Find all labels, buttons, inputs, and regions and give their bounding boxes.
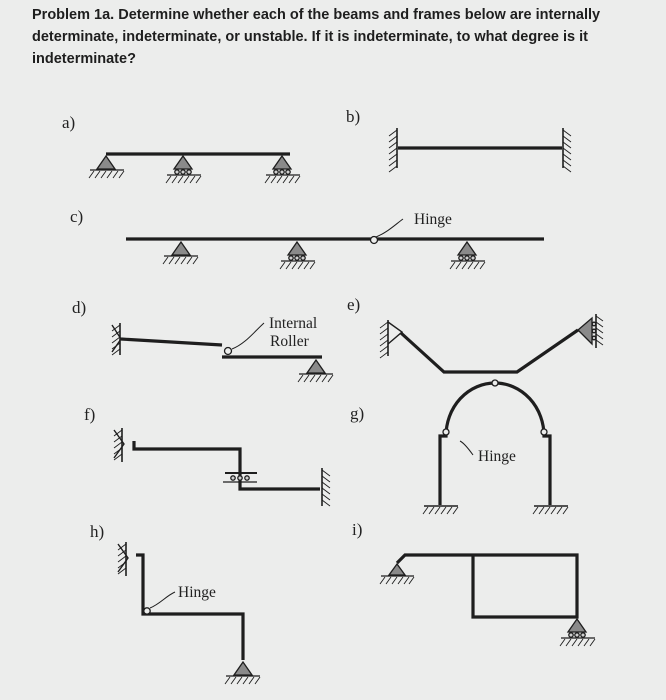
- hinge-icon: [144, 608, 150, 614]
- part-f-label: f): [84, 405, 96, 424]
- diagram-h: [118, 542, 260, 684]
- part-i-label: i): [352, 520, 363, 539]
- hinge-label-h: Hinge: [178, 584, 216, 601]
- pin-support: [163, 242, 198, 264]
- part-b-label: b): [346, 107, 361, 126]
- pin-support: [225, 662, 260, 684]
- roller-support: [560, 619, 595, 646]
- part-g-label: g): [350, 404, 365, 423]
- diagram-g: [423, 380, 568, 514]
- hinge-icon: [371, 237, 378, 244]
- hinge-label-c: Hinge: [414, 211, 452, 228]
- diagram-i: [380, 555, 595, 646]
- pin-support: [89, 156, 124, 178]
- diagram-e: [380, 314, 603, 372]
- part-a-label: a): [62, 113, 76, 132]
- pin-support: [389, 564, 405, 575]
- roller-support: [166, 156, 201, 183]
- pin-support: [298, 360, 333, 382]
- part-e-label: e): [347, 295, 361, 314]
- part-d-label: d): [72, 298, 87, 317]
- internal-roller-label-line2: Roller: [270, 333, 309, 350]
- diagram-d: [112, 323, 333, 382]
- hinge-icon: [492, 380, 498, 386]
- pin-support: [578, 318, 592, 344]
- roller-support: [280, 242, 315, 269]
- internal-roller-label-line1: Internal: [269, 315, 318, 332]
- part-c-label: c): [70, 207, 84, 226]
- roller-icon: [225, 348, 232, 355]
- diagram-f: [114, 428, 330, 506]
- hinge-label-g: Hinge: [478, 448, 516, 465]
- diagram-b: [389, 128, 571, 172]
- problem-statement: Problem 1a. Determine whether each of the beams and frames below are internally determinate, indeterminate, or unstable. If it is indeterminate, to what degree is it indeterminate?: [32, 7, 601, 67]
- part-h-label: h): [90, 522, 105, 541]
- diagram-c: [126, 219, 544, 269]
- roller-support: [450, 242, 485, 269]
- diagram-a: [89, 154, 300, 183]
- roller-support: [265, 156, 300, 183]
